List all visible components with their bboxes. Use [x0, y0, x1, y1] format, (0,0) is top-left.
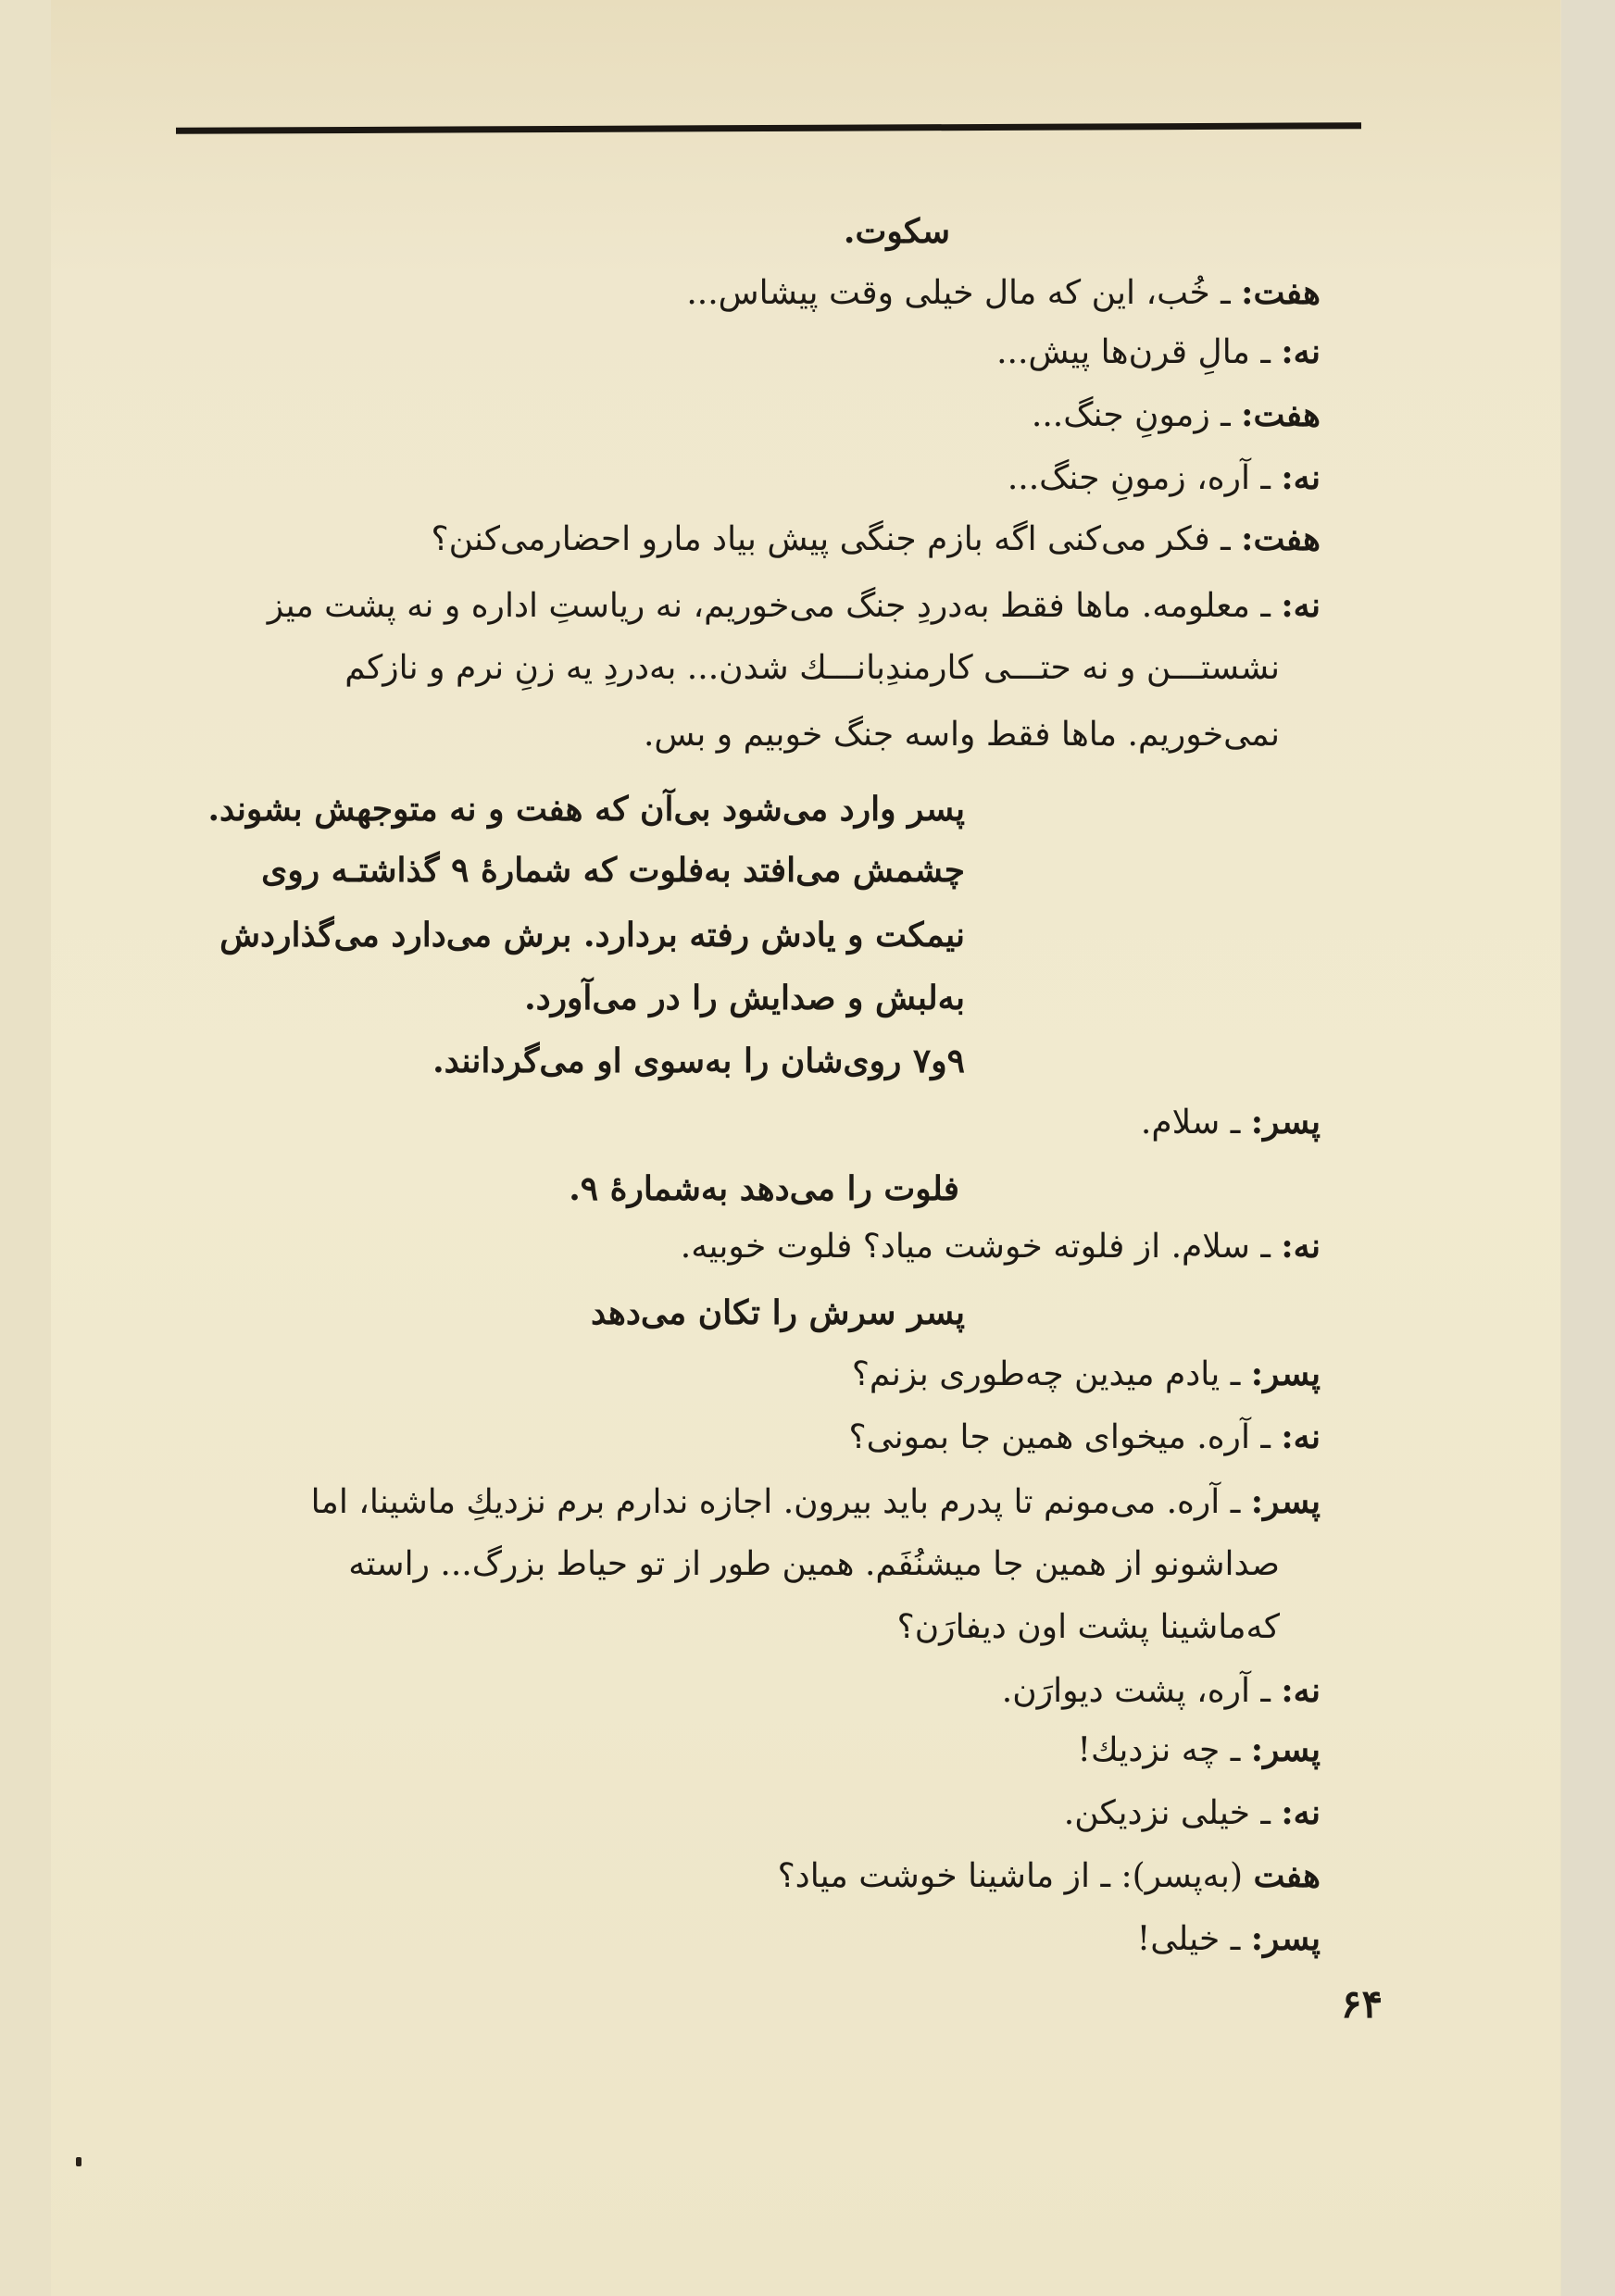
dialogue-line: هفت: ـ زمونِ جنگ... — [1031, 395, 1321, 434]
stage-line: نیمکت و یادش رفته بردارد. برش می‌دارد می‌گذاردش — [219, 916, 965, 955]
dialogue-line: نه: ـ آره، زمونِ جنگ... — [1007, 458, 1321, 497]
dialogue-line: پسر: ـ یادم میدین چه‌طوری بزنم؟ — [851, 1354, 1321, 1393]
stage-line: سکوت. — [843, 212, 950, 251]
stage-line: به‌لبش و صدایش را در می‌آورد. — [524, 979, 965, 1017]
dialogue-line: پسر: ـ چه نزدیك! — [1077, 1730, 1321, 1769]
dialogue-line: نمی‌خوریم. ماها فقط واسه جنگ خوبیم و بس. — [643, 716, 1280, 754]
dialogue-line: پسر: ـ سلام. — [1140, 1103, 1321, 1142]
dialogue-line: هفت (به‌پسر): ـ از ماشینا خوشت میاد؟ — [777, 1856, 1321, 1895]
dialogue-line: پسر: ـ آره. می‌مونم تا پدرم باید بیرون. اجازه ندارم برم نزدیكِ ماشینا، اما — [310, 1482, 1321, 1521]
stage-line: فلوت را می‌دهد به‌شمارهٔ ۹. — [569, 1169, 959, 1208]
stage-line: ۹و۷ روی‌شان را به‌سوی او می‌گردانند. — [432, 1042, 965, 1080]
dialogue-line: صداشونو از همین جا میشنُفَم. همین طور از تو حیاط بزرگ... راسته — [348, 1545, 1280, 1583]
dialogue-line: هفت: ـ فکر می‌کنی اگه بازم جنگی پیش بیاد مارو احضارمی‌کنن؟ — [431, 519, 1321, 558]
dialogue-line: پسر: ـ خیلی! — [1136, 1919, 1321, 1958]
page-number: ۶۴ — [1341, 1981, 1383, 2027]
stage-line: چشمش می‌افتد به‌فلوت که شمارهٔ ۹ گذاشتـه روی — [261, 851, 965, 890]
page-paper — [51, 0, 1560, 2296]
dialogue-line: نه: ـ معلومه. ماها فقط به‌دردِ جنگ می‌خوریم، نه ریاستِ اداره و نه پشت میز — [267, 586, 1321, 625]
dialogue-line: نه: ـ آره. میخوای همین جا بمونی؟ — [848, 1417, 1321, 1456]
dialogue-line: نه: ـ آره، پشت دیوارَن. — [1001, 1671, 1321, 1710]
page-edge — [1561, 0, 1615, 2296]
dialogue-line: نه: ـ خیلی نزدیکن. — [1063, 1793, 1321, 1832]
dialogue-line: هفت: ـ خُب، این که مال خیلی وقت پیشاس... — [686, 273, 1321, 312]
stage-line: پسر وارد می‌شود بی‌آن که هفت و نه متوجهش بشوند. — [207, 790, 965, 829]
stage-line: پسر سرش را تکان می‌دهد — [591, 1293, 965, 1332]
dialogue-line: نه: ـ سلام. از فلوته خوشت میاد؟ فلوت خوبیه. — [680, 1227, 1321, 1266]
dialogue-line: نشستـــن و نه حتـــی کارمندِبانـــك شدن... به‌دردِ یه زنِ نرم و نازکم — [344, 649, 1280, 687]
dialogue-line: نه: ـ مالِ قرن‌ها پیش... — [996, 332, 1321, 371]
ink-speck — [76, 2157, 81, 2166]
dialogue-line: که‌ماشینا پشت اون دیفارَن؟ — [896, 1608, 1280, 1646]
